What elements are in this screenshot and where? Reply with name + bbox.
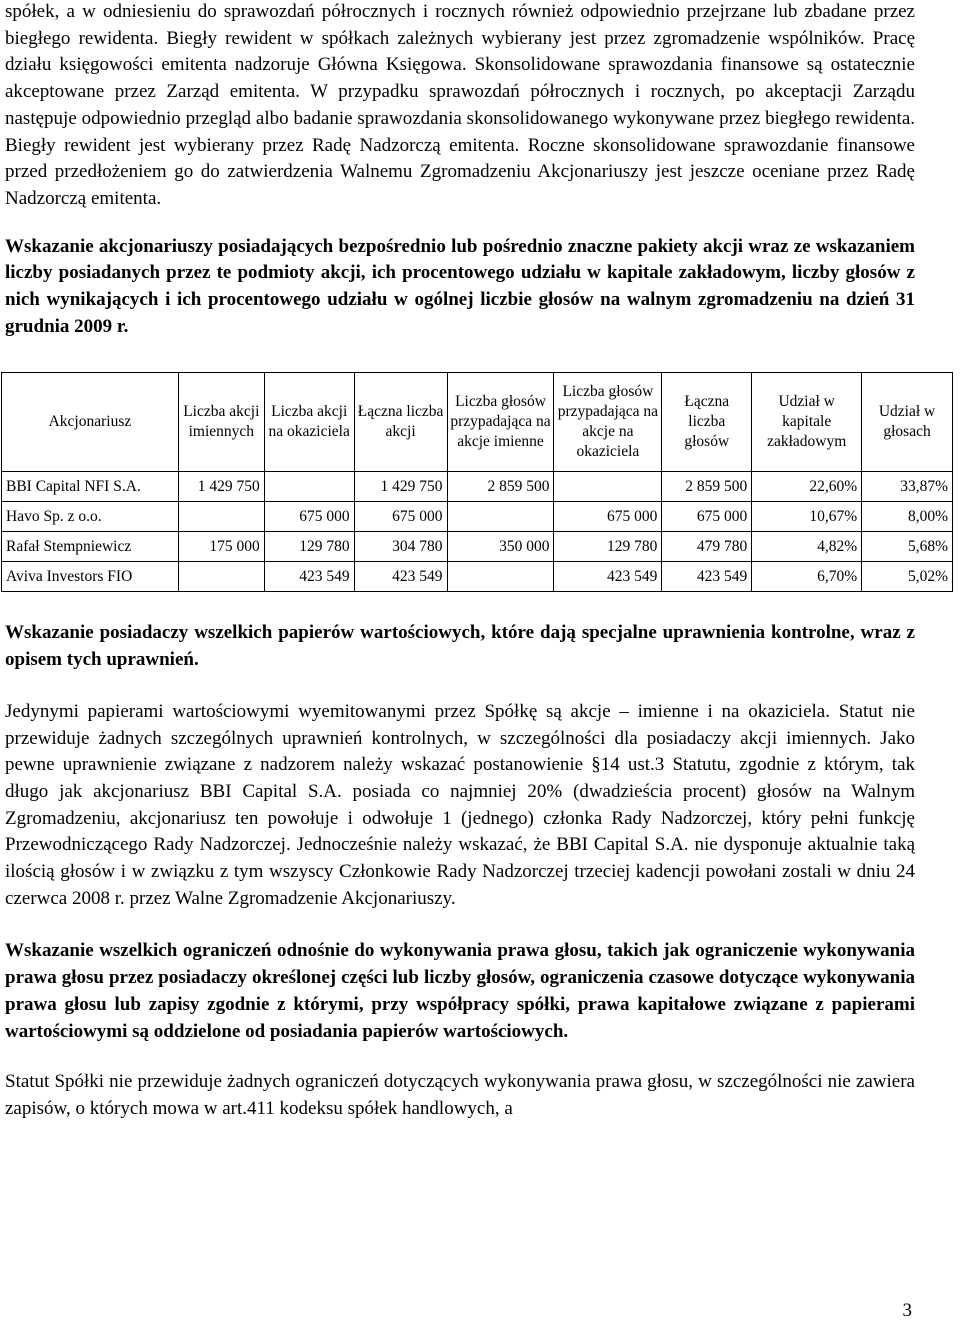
table-cell: 5,68% [862,532,953,562]
header-cell: Liczba głosów przypadająca na akcje imienne [447,373,554,472]
table-cell [447,502,554,532]
table-cell: 129 780 [554,532,662,562]
table-cell: 675 000 [264,502,354,532]
table-cell: Havo Sp. z o.o. [2,502,179,532]
table-cell: 304 780 [354,532,447,562]
table-cell [447,562,554,592]
table-row [2,472,953,502]
header-cell: Udział w kapitale zakładowym [752,373,862,472]
header-cell: Liczba akcji na okaziciela [264,373,354,472]
control-rights-paragraph: Jedynymi papierami wartościowymi wyemitowanymi przez Spółkę są akcje – imienne i na okaziciela. Statut nie przewiduje żadnych szczególnych uprawnień kontrolnych, w szczególności dla posiadaczy akcji imiennych. Jako pewne uprawnienie związane z nadzorem należy wskazać postanowienie §14 ust.3 Statutu, zgodnie z którym, tak długo jak akcjonariusz BBI Capital S.A. posiada co najmniej 20% (dwadzieścia procent) głosów na Walnym Zgromadzeniu, akcjonariusz ten powołuje i odwołuje 1 (jednego) członka Rady Nadzorczej, który pełni funkcję Przewodniczącego Rady Nadzorczej. Jednocześnie należy wskazać, że BBI Capital S.A. nie dysponuje aktualnie taką ilością głosów i w związku z tym wszyscy Członkowie Rady Nadzorczej trzeciej kadencji powołani zostali w dniu 24 czerwca 2008 r. przez Walne Zgromadzenie Akcjonariuszy. [5,700,915,909]
table-cell: 423 549 [554,562,662,592]
table-cell: 479 780 [662,532,752,562]
table-cell: 675 000 [662,502,752,532]
page-number: 3 [902,1300,912,1321]
table-cell: 1 429 750 [354,472,447,502]
table-cell: BBI Capital NFI S.A. [2,472,179,502]
table-cell: 423 549 [264,562,354,592]
table-cell [178,562,264,592]
table-cell: 22,60% [752,472,862,502]
table-cell: 10,67% [752,502,862,532]
table-cell: 33,87% [862,472,953,502]
table-cell: 4,82% [752,532,862,562]
table-cell: 2 859 500 [662,472,752,502]
header-cell: Liczba głosów przypadająca na akcje na okaziciela [554,373,662,472]
table-cell: 350 000 [447,532,554,562]
table-row [2,562,953,592]
header-cell: Akcjonariusz [2,373,179,472]
table-cell [554,472,662,502]
table-cell: 8,00% [862,502,953,532]
document-page [5,0,948,1123]
table-cell: 423 549 [354,562,447,592]
table-row [2,502,953,532]
table-cell [264,472,354,502]
intro-paragraph: spółek, a w odniesieniu do sprawozdań półrocznych i rocznych również odpowiednio przejrzane lub zbadane przez biegłego rewidenta. Biegły rewident w spółkach zależnych wybierany jest przez zgromadzenie wspólników. Pracę działu księgowości emitenta nadzoruje Główna Księgowa. Skonsolidowane sprawozdania finansowe są ostatecznie akceptowane przez Zarząd emitenta. W przypadku sprawozdań półrocznych i rocznych, po akceptacji Zarządu następuje odpowiednio przegląd albo badanie sprawozdania skonsolidowanego wykonywane przez biegłego rewidenta. Biegły rewident jest wybierany przez Radę Nadzorczą emitenta. Roczne skonsolidowane sprawozdanie finansowe przed przedłożeniem go do zatwierdzenia Walnemu Zgromadzeniu Akcjonariuszy jest jeszcze oceniane przez Radę Nadzorczą emitenta. [5,1,915,209]
header-cell: Łączna liczba akcji [354,373,447,472]
table-cell: 129 780 [264,532,354,562]
table-cell: 6,70% [752,562,862,592]
header-cell: Łączna liczba głosów [662,373,752,472]
header-cell: Udział w głosach [862,373,953,472]
table-cell: 175 000 [178,532,264,562]
table-cell: 2 859 500 [447,472,554,502]
shareholders-table [1,372,953,592]
voting-limits-paragraph: Statut Spółki nie przewiduje żadnych ograniczeń dotyczących wykonywania prawa głosu, w szczególności nie zawiera zapisów, o których mowa w art.411 kodeksu spółek handlowych, a [5,1071,915,1119]
table-cell: Aviva Investors FIO [2,562,179,592]
table-cell: 423 549 [662,562,752,592]
table-cell: 5,02% [862,562,953,592]
table-cell: Rafał Stempniewicz [2,532,179,562]
shareholders-heading: Wskazanie akcjonariuszy posiadających bezpośrednio lub pośrednio znaczne pakiety akcji wraz ze wskazaniem liczby posiadanych przez te podmioty akcji, ich procentowego udziału w kapitale zakładowym, liczby głosów z nich wynikających i ich procentowego udziału w ogólnej liczbie głosów na walnym zgromadzeniu na dzień 31 grudnia 2009 r. [5,235,915,337]
table-cell [178,502,264,532]
table-cell: 1 429 750 [178,472,264,502]
voting-limits-heading: Wskazanie wszelkich ograniczeń odnośnie do wykonywania prawa głosu, takich jak ograniczenie wykonywania prawa głosu przez posiadaczy określonej części lub liczby głosów, ograniczenia czasowe dotyczące wykonywania prawa głosu lub zapisy zgodnie z którymi, przy współpracy spółki, prawa kapitałowe związane z papierami wartościowymi są oddzielone od posiadania papierów wartościowych. [5,940,915,1042]
header-cell: Liczba akcji imiennych [178,373,264,472]
control-rights-heading: Wskazanie posiadaczy wszelkich papierów wartościowych, które dają specjalne uprawnienia kontrolne, wraz z opisem tych uprawnień. [5,622,915,671]
table-cell: 675 000 [554,502,662,532]
table-cell: 675 000 [354,502,447,532]
table-header-row [2,373,953,472]
table-row [2,532,953,562]
